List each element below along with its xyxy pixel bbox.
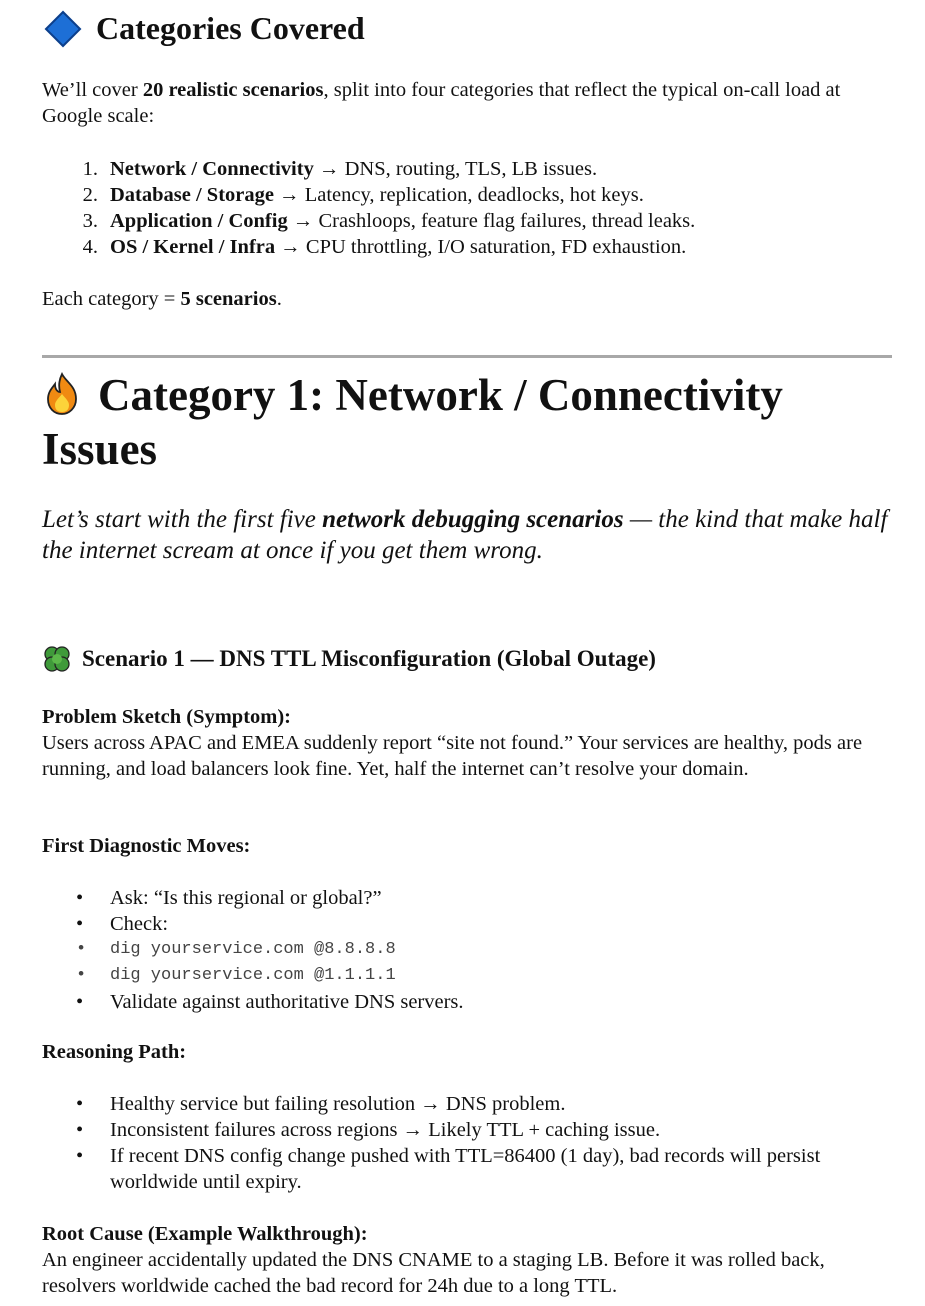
diag-label: First Diagnostic Moves: <box>42 835 251 857</box>
list-item: 3. Application / Config → Crashloops, feature flag failures, thread leaks. <box>82 210 696 232</box>
root-cause-text: An engineer accidentally updated the DNS CNAME to a staging LB. Before it was rolled back, resolvers worldwide cached the bad record for 24h due to a long TTL. <box>42 1249 825 1297</box>
categories-title: Categories Covered <box>96 10 365 46</box>
list-item: • If recent DNS config change pushed with TTL=86400 (1 day), bad records will persist worldwide until expiry. <box>42 1143 862 1195</box>
category1-heading <box>42 368 902 476</box>
list-item: • Inconsistent failures across regions → Likely TTL + caching issue. <box>42 1117 862 1143</box>
categories-intro <box>42 77 892 129</box>
category1-title: Category 1: Network / Connectivity Issues <box>42 370 783 474</box>
code-line: • dig yourservice.com @8.8.8.8 <box>42 937 892 963</box>
category1-lead: Let’s start with the first five network debugging scenarios — the kind that make half the internet scream at once if you get them wrong. <box>42 506 888 564</box>
intro-text-end: , split into four categories that reflect the typical on-call load at Google scale: <box>42 79 841 127</box>
intro-bold: 20 realistic scenarios <box>142 79 324 101</box>
list-item: • Ask: “Is this regional or global?” <box>42 885 892 911</box>
problem-text: Users across APAC and EMEA suddenly report “site not found.” Your services are healthy, pods are running, and load balancers look fine. Yet, half the internet can’t resolve your domain. <box>42 732 863 780</box>
categories-list <box>42 156 892 260</box>
scenario1-heading <box>42 644 656 674</box>
scenario1-title: Scenario 1 — DNS TTL Misconfiguration (Global Outage) <box>82 646 656 671</box>
list-item: 1. Network / Connectivity → DNS, routing, TLS, LB issues. <box>82 158 598 180</box>
list-item: • Check: <box>42 911 892 937</box>
reason-list <box>42 1091 862 1195</box>
horizontal-divider <box>42 355 892 358</box>
code-line: • dig yourservice.com @1.1.1.1 <box>42 963 892 989</box>
reason-label: Reasoning Path: <box>42 1041 187 1063</box>
blue-diamond-icon <box>45 10 82 47</box>
problem-label: Problem Sketch (Symptom): <box>42 706 292 728</box>
list-item: • Validate against authoritative DNS servers. <box>42 989 892 1015</box>
categories-heading <box>44 10 365 47</box>
root-cause-label: Root Cause (Example Walkthrough): <box>42 1223 368 1245</box>
list-item: 4. OS / Kernel / Infra → CPU throttling, I/O saturation, FD exhaustion. <box>82 236 687 258</box>
diag-list <box>42 885 892 1015</box>
puzzle-clover-icon <box>42 644 72 674</box>
each-category-note: Each category = 5 scenarios. <box>42 288 282 310</box>
fire-icon <box>42 372 82 416</box>
list-item: 2. Database / Storage → Latency, replication, deadlocks, hot keys. <box>82 184 644 206</box>
list-item: • Healthy service but failing resolution → DNS problem. <box>42 1091 862 1117</box>
intro-text: We’ll cover <box>42 79 143 101</box>
